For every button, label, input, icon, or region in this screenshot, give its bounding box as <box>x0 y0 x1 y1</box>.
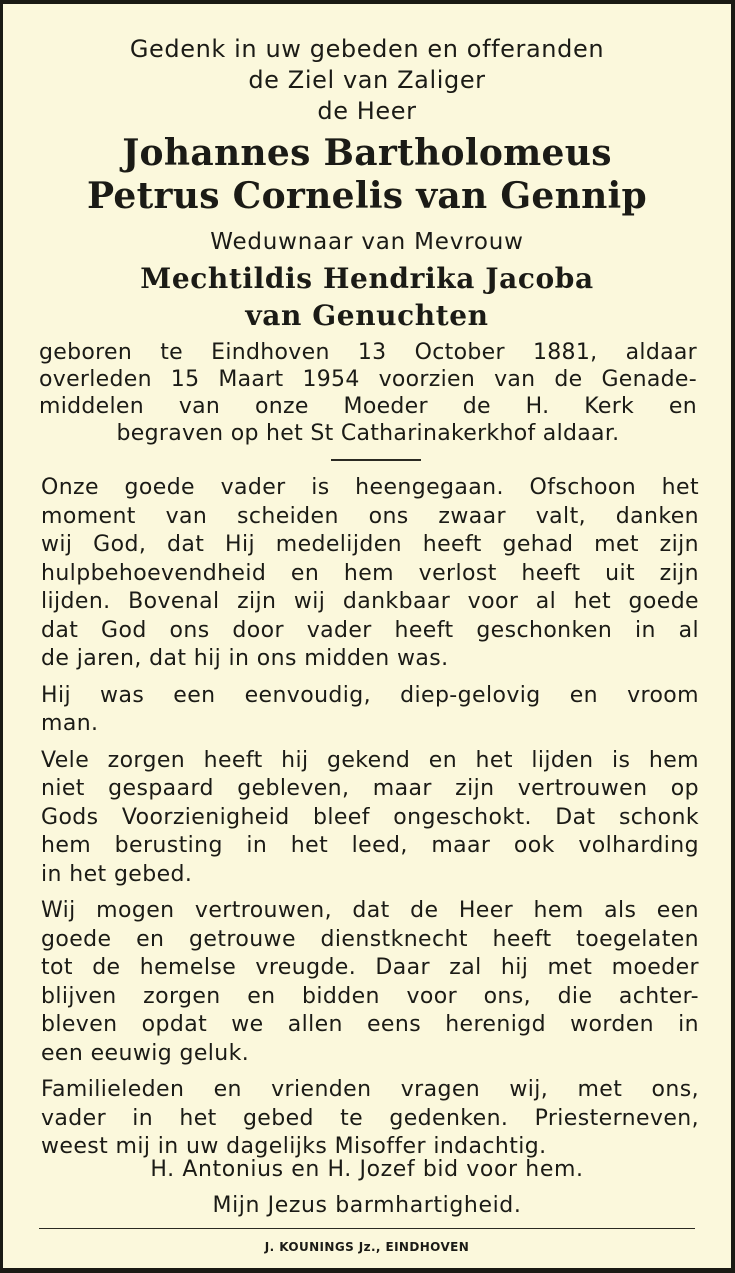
eulogy-line: goede en getrouwe dienstknecht heeft toegelaten <box>41 926 699 952</box>
intro-line: de Ziel van Zaliger <box>248 66 486 94</box>
footer-divider <box>39 1228 695 1229</box>
eulogy-line: weest mij in uw dagelijks Misoffer indachtig. <box>41 1134 547 1159</box>
intro-line: Gedenk in uw gebeden en offeranden <box>129 35 605 63</box>
eulogy-line: lijden. Bovenal zijn wij dankbaar voor al het goede <box>41 589 699 614</box>
eulogy-line: Onze goede vader is heengegaan. Ofschoon het <box>41 475 699 500</box>
printer-imprint <box>3 1239 731 1255</box>
eulogy-line: moment van scheiden ons zwaar valt, danken <box>41 503 699 529</box>
eulogy-text <box>41 474 699 1170</box>
eulogy-line: hem berusting in het leed, maar ook volharding <box>41 833 699 858</box>
deceased-name-line: Petrus Cornelis van Gennip <box>86 175 648 217</box>
biography <box>39 339 697 447</box>
eulogy-line: man. <box>41 711 99 736</box>
eulogy-paragraph <box>41 747 699 890</box>
eulogy-line: dat God ons door vader heeft geschonken in al <box>41 617 699 643</box>
deceased-name <box>3 132 731 218</box>
eulogy-line: hulpbehoevendheid en hem verlost heeft uit zijn <box>41 560 699 586</box>
eulogy-line: blijven zorgen en bidden voor ons, die achter- <box>41 983 699 1009</box>
wife-name-line: Mechtildis Hendrika Jacoba <box>140 262 594 295</box>
intro-heading <box>3 34 731 127</box>
eulogy-paragraph <box>41 682 699 739</box>
eulogy-paragraph <box>41 1076 699 1162</box>
eulogy-line: in het gebed. <box>41 861 193 887</box>
eulogy-line: Wij mogen vertrouwen, dat de Heer hem als een <box>41 898 699 923</box>
divider <box>331 459 421 461</box>
eulogy-line: wij God, dat Hij medelijden heeft gehad met zijn <box>41 532 699 557</box>
prayers <box>3 1152 731 1224</box>
intro-line: de Heer <box>317 97 417 125</box>
wife-name <box>3 260 731 334</box>
bio-line: begraven op het St Catharinakerkhof aldaar. <box>116 421 620 446</box>
eulogy-line: Vele zorgen heeft hij gekend en het lijden is hem <box>41 747 699 773</box>
wife-name-line: van Genuchten <box>245 299 489 332</box>
eulogy-paragraph <box>41 897 699 1068</box>
prayer-line: Mijn Jezus barmhartigheid. <box>212 1193 522 1218</box>
eulogy-paragraph <box>41 474 699 674</box>
widower-label <box>3 228 731 256</box>
memorial-card <box>3 4 731 1268</box>
bio-line: geboren te Eindhoven 13 October 1881, aldaar <box>39 340 697 365</box>
eulogy-line: de jaren, dat hij in ons midden was. <box>41 646 449 671</box>
prayer-line: H. Antonius en H. Jozef bid voor hem. <box>150 1157 584 1182</box>
eulogy-line: Gods Voorzienigheid bleef ongeschokt. Dat schonk <box>41 804 699 830</box>
eulogy-line: vader in het gebed te gedenken. Priesterneven, <box>41 1105 699 1131</box>
eulogy-line: Hij was een eenvoudig, diep-gelovig en vroom <box>41 682 699 708</box>
eulogy-line: een eeuwig geluk. <box>41 1040 250 1066</box>
eulogy-line: Familieleden en vrienden vragen wij, met ons, <box>41 1077 699 1102</box>
eulogy-line: niet gespaard gebleven, maar zijn vertrouwen op <box>41 776 699 801</box>
eulogy-line: tot de hemelse vreugde. Daar zal hij met moeder <box>41 955 699 980</box>
widower-text: Weduwnaar van Mevrouw <box>210 229 524 255</box>
printer-text: J. KOUNINGS Jz., EINDHOVEN <box>264 1240 470 1254</box>
eulogy-line: bleven opdat we allen eens herenigd worden in <box>41 1012 699 1037</box>
bio-line: overleden 15 Maart 1954 voorzien van de Genade- <box>39 367 697 392</box>
deceased-name-line: Johannes Bartholomeus <box>122 132 612 174</box>
bio-line: middelen van onze Moeder de H. Kerk en <box>39 394 697 419</box>
